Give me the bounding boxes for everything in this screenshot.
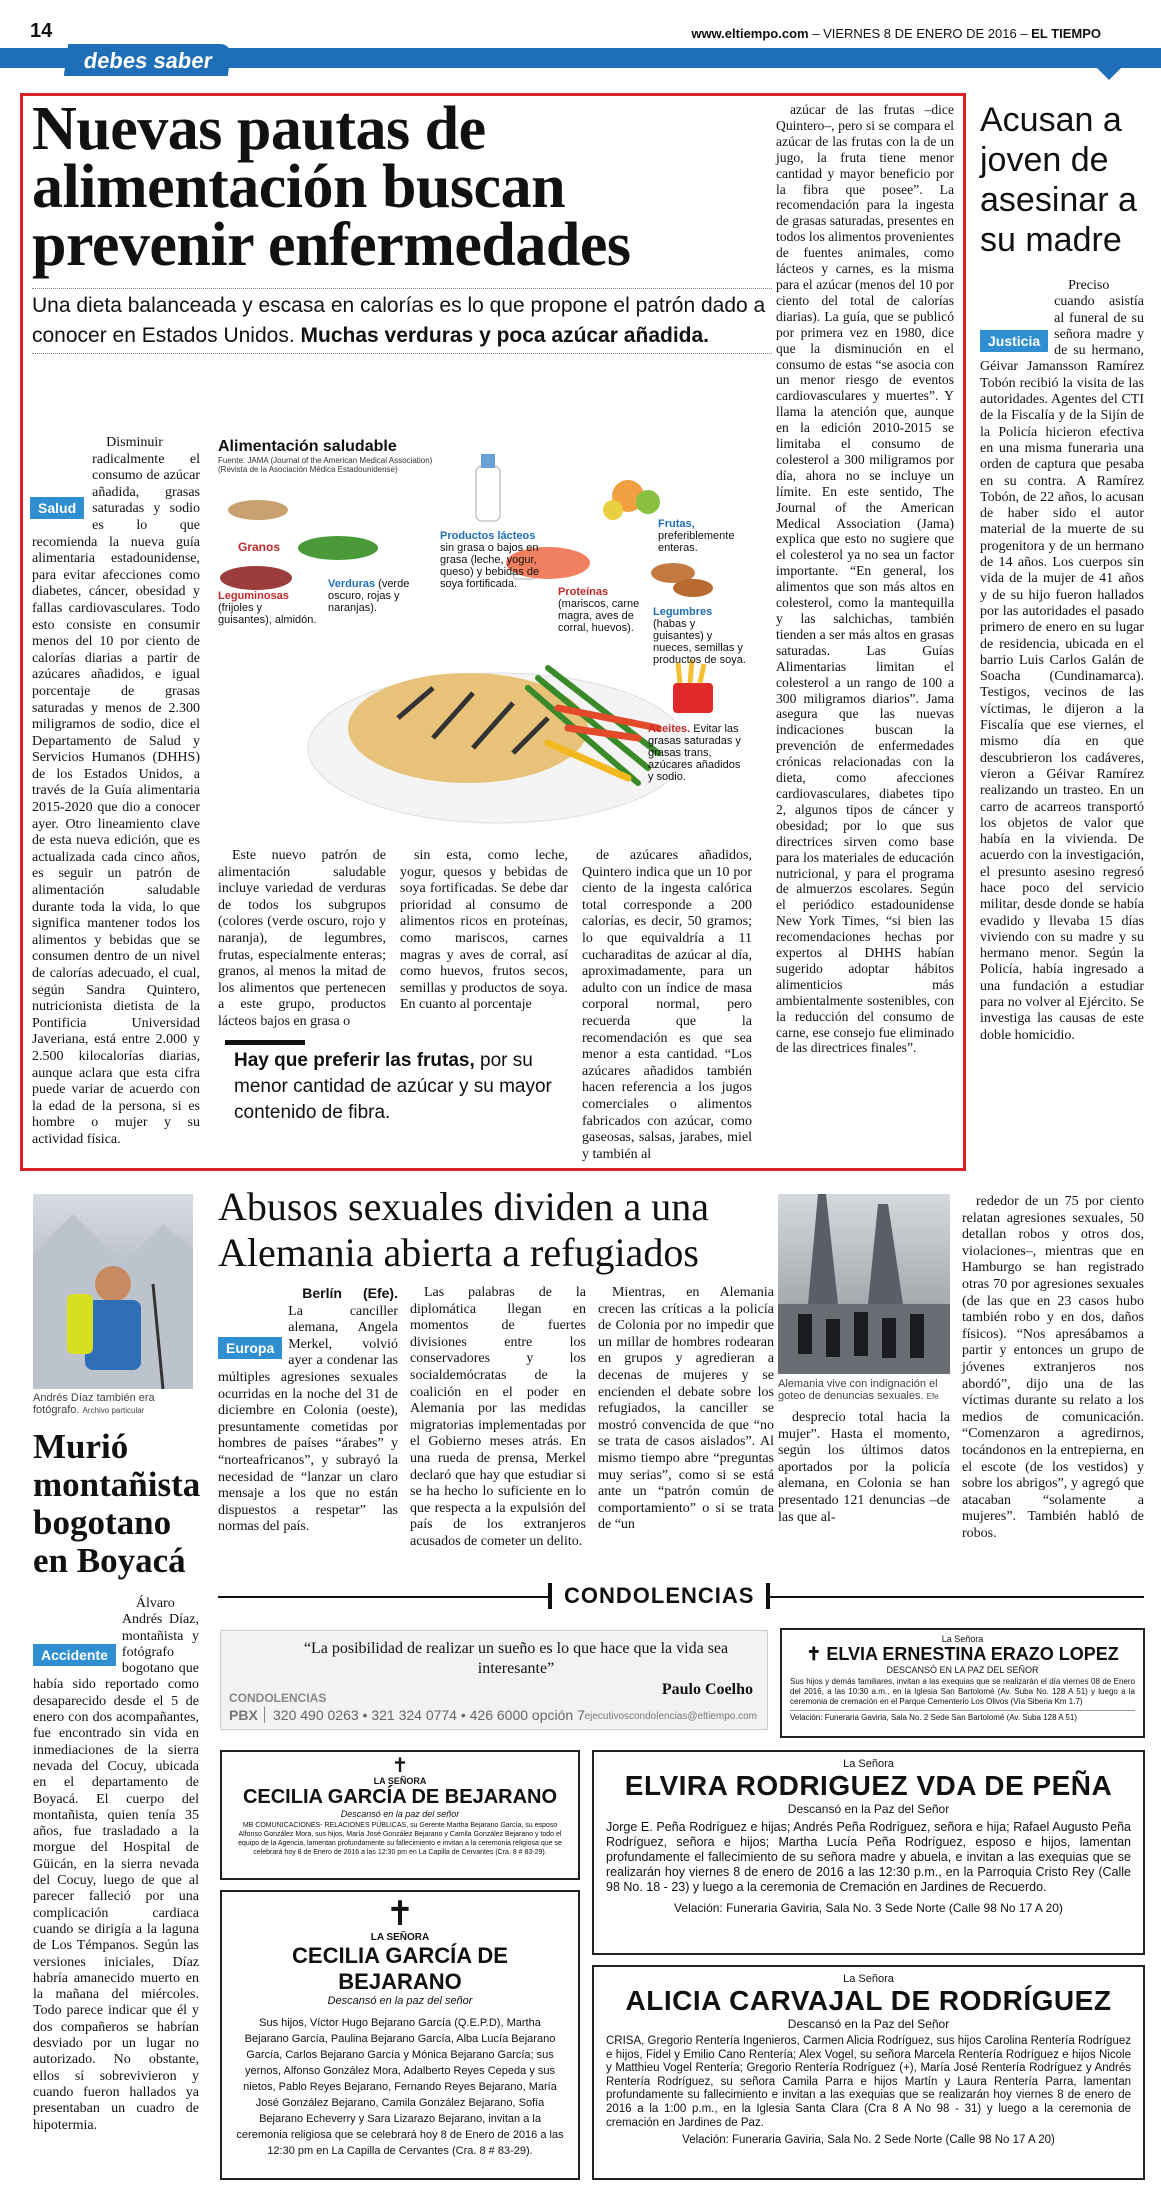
info-lacteos bbox=[440, 530, 560, 590]
header-brand: EL TIEMPO bbox=[1031, 26, 1101, 41]
notice4-body: Jorge E. Peña Rodríguez e hijas; Andrés Peña Rodríguez, señora e hija; Rafael Augusto Peña Rodríguez, señora e hijos; Martha Lucía Peña Rodríguez, esposo e hijos, lamentan profundamente el fallecimiento de su señora madre y abuela, e invitan a las exequias que se realizarán hoy viernes 8 de enero de 2016 a las 12:30 p.m., en la Parroquia Cristo Rey (Calle 98 No. 18 - 23) y luego a la ceremonia de Cremación en Jardines de Recuerdo. bbox=[606, 1820, 1131, 1894]
notice-carvajal bbox=[592, 1965, 1145, 2180]
notice1-body: Sus hijos y demás familiares, invitan a las exequias que se realizarán el día viernes 08 de Enero del 2016, a las 10:30 a.m., en la Iglesia San Bartolomé (Av. Suba No. 128 A 51) y luego a la ceremonia de cremación en el Parque Cementerio Los Olivos (Vía Siberia Km 1.7) bbox=[790, 1677, 1135, 1706]
info-proteinas-desc: (mariscos, carne magra, aves de corral, huevos). bbox=[558, 598, 640, 634]
main-article-col1 bbox=[32, 435, 200, 1149]
notice-garcia-1 bbox=[220, 1750, 580, 1880]
info-lacteos-desc: sin grasa o bajos en grasa (leche, yogur, queso) y bebidas de soya fortificada. bbox=[440, 542, 540, 590]
info-legumbres-label: Legumbres bbox=[653, 606, 713, 618]
condolencias-header: CONDOLENCIAS bbox=[548, 1583, 770, 1609]
germany-col2-text: Las palabras de la diplomática llegan en momentos de fuertes divisiones entre los conservadores y los socialdemócratas de la coalición en el poder en Alemania por las medidas migratorias implementadas por el Gobierno meses atrás. En una rueda de prensa, Merkel declaró que hay que estudiar si se ha hecho lo suficiente en lo que respecta a la expulsión del país de los extranjeros acusados de cometer un delito. bbox=[410, 1285, 586, 1549]
info-aceites-desc: Evitar las grasas saturadas y grasas trans, azúcares añadidos y sodio. bbox=[648, 723, 741, 783]
ad-email[interactable]: ejecutivoscondolencias@eltiempo.com bbox=[584, 1711, 757, 1722]
germany-photo-caption bbox=[778, 1378, 950, 1402]
main-article-subtitle bbox=[32, 288, 772, 354]
main-col3-text: sin esta, como leche, yogur, quesos y bebidas de soya fortificadas. Se debe dar prioridad al consumo de alimentos ricos en proteínas, como mariscos, carnes magras y aves de corral, así como huevos, frutos secos, semillas y productos de soya. En cuanto al porcentaje bbox=[400, 848, 568, 1013]
tag-justicia: Justicia bbox=[980, 330, 1048, 352]
section-flag-icon bbox=[1091, 62, 1127, 80]
sidebar-body bbox=[980, 278, 1144, 1044]
info-verduras-label: Verduras bbox=[328, 578, 376, 590]
info-legumbres-desc: (habas y guisantes) y nueces, semillas y productos de soya. bbox=[653, 618, 746, 666]
cross-icon: ✝ bbox=[391, 1755, 409, 1777]
notice4-sub: Descansó en la Paz del Señor bbox=[787, 1802, 950, 1816]
notice1-velacion: Velación: Funeraria Gaviria, Sala No. 2 Sede San Bartolomé (Av. Suba 128 A 51) bbox=[790, 1710, 1135, 1722]
climber-caption-text: Andrés Díaz también era fotógrafo. bbox=[33, 1392, 155, 1416]
page-number: 14 bbox=[30, 20, 53, 42]
info-lacteos-label: Productos lácteos bbox=[440, 530, 536, 542]
info-verduras-desc: (verde oscuro, rojas y naranjas). bbox=[328, 578, 410, 614]
main-article-col3 bbox=[400, 848, 568, 1014]
info-legumbres bbox=[653, 606, 748, 666]
germany-col2 bbox=[410, 1285, 586, 1551]
main-article-col4 bbox=[582, 848, 752, 1163]
notice5-prefix: La Señora bbox=[843, 1973, 894, 1985]
header-date: VIERNES 8 DE ENERO DE 2016 bbox=[823, 26, 1017, 41]
info-leguminosas-label: Leguminosas bbox=[218, 590, 289, 602]
germany-photo bbox=[778, 1194, 950, 1374]
main-article bbox=[32, 95, 772, 354]
climber-caption-credit: Archivo particular bbox=[82, 1406, 145, 1415]
ad-quote-author: Paulo Coelho bbox=[661, 1681, 753, 1698]
tag-europa: Europa bbox=[218, 1337, 282, 1359]
climber-photo bbox=[33, 1194, 193, 1389]
notice3-prefix: LA SEÑORA bbox=[370, 1932, 430, 1943]
info-frutas bbox=[658, 518, 748, 554]
subtitle-bold: Muchas verduras y poca azúcar añadida. bbox=[300, 324, 709, 347]
pullquote bbox=[234, 1048, 569, 1126]
main-article-col5 bbox=[776, 102, 954, 1056]
info-frutas-desc: preferiblemente enteras. bbox=[658, 530, 735, 554]
climber-caption bbox=[33, 1392, 193, 1416]
notice3-name: CECILIA GARCÍA DE BEJARANO bbox=[292, 1943, 508, 1994]
info-aceites-label: Aceites. bbox=[648, 723, 691, 735]
germany-col3 bbox=[598, 1285, 774, 1534]
info-proteinas-label: Proteínas bbox=[558, 586, 609, 598]
notice4-velacion: Velación: Funeraria Gaviria, Sala No. 3 Sede Norte (Calle 98 No 17 A 20) bbox=[674, 1901, 1063, 1915]
sidebar-title: Acusan a joven de asesinar a su madre bbox=[980, 101, 1137, 259]
germany-col1-text: La canciller alemana, Angela Merkel, volvió ayer a condenar las múltiples agresiones sexuales ocurridas en la noche del 31 de diciembre en Colonia (oeste), presuntamente cometidas por hombres de países “árabes” y “norteafricanos”, y subrayó la necesidad de “lanzar un claro mensaje a los que no están dispuestos a respetar” las normas del país. bbox=[218, 1303, 398, 1535]
notice3-sub: Descansó en la paz del señor bbox=[327, 1995, 473, 2007]
notice2-body: MB COMUNICACIONES- RELACIONES PÚBLICAS, su Gerente Martha Bejarano García, su esposo Alfonso González Mora, sus hijos, María José González Bejarano y Camila González Bejarano y todo el equipo de la Agencia, lamentan profundamente su fallecimiento e invitan a la ceremonia religiosa que se celebrará hoy 8 de Enero de 2016 a las 12:30 pm en La Capilla de Cervantes (Cra. 8 # 83-29). bbox=[238, 1822, 562, 1856]
germany-col1 bbox=[218, 1285, 398, 1536]
notice-rodriguez-pena bbox=[592, 1750, 1145, 1955]
header-site[interactable]: www.eltiempo.com bbox=[691, 26, 809, 41]
germany-dateline: Berlín (Efe). bbox=[302, 1285, 398, 1301]
notice3-body: Sus hijos, Víctor Hugo Bejarano García (Q.E.P.D), Martha Bejarano García, Paulina Bejarano García, Alba Lucía Bejarano García, Carlos Bejarano García y Mónica Bejarano García; sus yernos, Alfonso González Mora, Adalberto Reyes Cepeda y sus nietos, Pablo Reyes Bejarano, Fernando Reyes Bejarano, María José González Bejarano, Camila González Bejarano, Sofía Bejarano Echeverry y Sara Lizarazo Bejarano, invitan a la ceremonia religiosa que se celebrará hoy 8 de Enero de 2016 a las 12:30 pm en La Capilla de Cervantes (Cra. 8 # 83-29). bbox=[236, 2017, 564, 2157]
notice2-sub: Descansó en la paz del señor bbox=[340, 1809, 460, 1819]
notice5-sub: Descansó en la Paz del Señor bbox=[787, 2017, 950, 2031]
notice1-sub: DESCANSÓ EN LA PAZ DEL SEÑOR bbox=[886, 1665, 1039, 1675]
cross-icon: ✝ bbox=[385, 1896, 415, 1933]
pullquote-text: por su menor cantidad de azúcar y su mayor contenido de fibra. bbox=[234, 1050, 552, 1123]
cross-icon: ✝ bbox=[806, 1644, 822, 1664]
main-col4-text: de azúcares añadidos, Quintero indica que un 10 por ciento de la ingesta calórica total corresponde a 200 calorías, es decir, 50 gramos; lo que equivaldría a 11 cucharaditas de azúcar al día, aproximadamente, para un adulto con un índice de masa corporal normal, pero recuerda que la recomendación es que sea menor a esta cantidad. “Los azúcares añadidos también hacen referencia a los jugos comerciales o alimentos fabricados con azúcar, como gaseosas, salsas, jarabes, miel y también al bbox=[582, 848, 752, 1162]
notice2-name: CECILIA GARCÍA DE BEJARANO bbox=[242, 1786, 558, 1808]
notice5-velacion: Velación: Funeraria Gaviria, Sala No. 2 Sede Norte (Calle 98 No 17 A 20) bbox=[682, 2134, 1055, 2147]
info-leguminosas bbox=[218, 590, 318, 626]
notice5-name: ALICIA CARVAJAL DE RODRÍGUEZ bbox=[625, 1985, 1112, 2016]
info-verduras bbox=[328, 578, 438, 614]
info-frutas-label: Frutas, bbox=[658, 518, 695, 530]
notice-erazo bbox=[780, 1628, 1145, 1738]
main-article-col2 bbox=[218, 848, 386, 1031]
subtitle-text: Una dieta balanceada y escasa en calorías es lo que propone el patrón dado a conocer en Estados Unidos. bbox=[32, 294, 766, 347]
info-leguminosas-desc: (frijoles y guisantes), almidón. bbox=[218, 602, 317, 626]
climber-body bbox=[33, 1596, 199, 2134]
germany-col4-text: desprecio total hacia la mujer”. Hasta el momento, según los últimos datos aportados por la policía alemana, en Colonia se han presentado 121 denuncias –de las que al- bbox=[778, 1410, 950, 1525]
notice-garcia-2 bbox=[220, 1890, 580, 2180]
germany-title: Abusos sexuales dividen a una Alemania abierta a refugiados bbox=[218, 1184, 710, 1275]
germany-col3-text: Mientras, en Alemania crecen las críticas a la policía de Colonia por no impedir que un millar de hombres rodearan en grupos y agredieran a decenas de mujeres y se encienden el debate sobre los refugiados, la canciller se mostró convencida de que “no se trata de casos aislados”. Al mismo tiempo abre “preguntas muy serias”, como si se está ante un “patrón común de comportamiento” o si se trata de “un bbox=[598, 1285, 774, 1533]
infographic-source: Fuente: JAMA (Journal of the American Medical Association) (Revista de la Asociación Médica Estadounidense) bbox=[218, 456, 433, 474]
ad-label: CONDOLENCIAS bbox=[229, 1691, 327, 1705]
germany-col5-text: rededor de un 75 por ciento relatan agresiones sexuales, 50 detallan robos y otros dos, violaciones–, mientras que en Hamburgo se han registrado otras 70 por agresiones sexuales (de las que en 23 casos hubo también robo y en dos, daños físicos). “Nos apresábamos a partir y entonces un grupo de jóvenes extranjeros nos abordó”, dijo una de las víctimas durante su relato a los medios de comunicación. “Comenzaron a agredirnos, tocándonos en la entrepierna, en el escote (de los vestidos) y sobre los abrigos”, y agregó que atacaban “solamente a mujeres”. También habló de robos. bbox=[962, 1194, 1144, 1541]
tag-salud: Salud bbox=[30, 497, 84, 519]
climber-title: Murió montañista bogotano en Boyacá bbox=[33, 1427, 201, 1580]
infographic-title: Alimentación saludable bbox=[218, 438, 397, 455]
pullquote-bold: Hay que preferir las frutas, bbox=[234, 1050, 475, 1071]
section-label: debes saber bbox=[64, 44, 233, 76]
sidebar-body-text: Preciso cuando asistía al funeral de su señora madre y de su hermano, Géivar Jamansson Ramírez Tobón recibió la visita de las autoridades. Agentes del CTI de la Fiscalía y de la Sijín de la Policía hicieron efectiva en una misma funeraria una orden de captura que pesaba en su contra. A Ramírez Tobón, de 22 años, lo acusan de haber sido el autor material de la muerte de su progenitora y de un hermano de 14 años. Los cuerpos sin vida de la mujer de 41 años y de su hijo fueron hallados por las autoridades el pasado primero de enero en su lugar de residencia, ubicada en el barrio Luis Carlos Galán de Soacha (Cundinamarca). Testigos, vecinos de las víctimas, le dijeron a la Fiscalía que ese viernes, el mismo día en que descubrieron los cadáveres, vieron a Géivar Ramírez realizando un trasteo. En un carro de acarreos transportó los objetos de valor que había en la vivienda. De acuerdo con la investigación, el presunto asesino regresó hace poco del servicio militar, desde donde se había evadido y llevaba 15 días viviendo con su madre y su hermano menor. Según la Policía, había ingresado a una fundación a estudiar para no volver al Ejército. Se investiga las causas de este doble homicidio. bbox=[980, 278, 1144, 1043]
notice1-prefix: La Señora bbox=[941, 1634, 984, 1644]
climber-body-text: Álvaro Andrés Díaz, montañista y fotógrafo bogotano que había sido reportado como desaparecido desde el 5 de enero con dos acompañantes, fue encontrado sin vida en inmediaciones de la sierra nevada del Cocuy, ubicada en el departamento de Boyacá. El cuerpo del montañista, quien tenía 35 años, fue trasladado a la morgue del Hospital de Güicán, en la sierra nevada del Cocuy, luego de que al parecer falleció por una complicación cardiaca cuando se dirigía a la laguna de Los Témpanos. Según las versiones iniciales, Díaz habría amanecido muerto en la mañana del miércoles. Todo parece indicar que él y dos compañeros se habrían desviado por un lugar no autorizado. No obstante, ellos sí sobrevivieron y cuando fueron hallados ya presentaban un cuadro de hipotermia. bbox=[33, 1596, 199, 2133]
info-proteinas bbox=[558, 586, 658, 634]
main-col5-text: azúcar de las frutas –dice Quintero–, pero si se compara el azúcar de las frutas con la de un jugo, la fruta tiene menor cantidad y mayor beneficio por la fibra que posee”. La recomendación para la ingesta de grasas saturadas, presentes en todos los alimentos provenientes de fuentes animales, como lácteos y carnes, es la misma para el azúcar (menos del 10 por ciento del total de calorías diarias). La guía, que se publicó por primera vez en 1980, dice que la disminución en el consumo de estas “se asocia con un menor riesgo de eventos cardiovasculares y muertes”. Y llama la atención que, aunque en la edición 2010-2015 se limitaba el consumo de colesterol a 300 miligramos por día, ahora no se incluye un límite. En este sentido, The Journal of the American Medical Association (Jama) explica que esto no sugiere que el colesterol ya no sea un factor importante. “En general, los alimentos que son más altos en colesterol, como la mantequilla y las salchichas, también tienden a ser más altos en grasas saturadas. Las Guías Alimentarias limitan el colesterol a un rango de 100 a 300 miligramos diarios”. Jama asegura que las nuevas indicaciones buscan la prevención de enfermedades crónicas relacionadas con la dieta, como afecciones cardiovasculares, diabetes tipo 2, algunos tipos de cáncer y obesidad; por lo que sus directrices sirven como base para los materiales de educación nutricional, y para el programa de almuerzos escolares. Según el periódico estadounidense New York Times, “si bien las recomendaciones hechas por expertos al DHHS habían sugerido adoptar hábitos alimenticios más ambientalmente sostenibles, con la reducción del consumo de carne, ese consejo fue eliminado de las directrices finales”. bbox=[776, 102, 954, 1056]
ad-phones[interactable]: 320 490 0263 • 321 324 0774 • 426 6000 opción 7 bbox=[273, 1707, 585, 1723]
condolencias-ad bbox=[220, 1630, 768, 1730]
ad-quote: “La posibilidad de realizar un sueño es lo que hace que la vida sea interesante” bbox=[303, 1640, 729, 1677]
notice1-name: ELVIA ERNESTINA ERAZO LOPEZ bbox=[826, 1644, 1119, 1664]
page-header bbox=[0, 0, 1161, 90]
notice4-name: ELVIRA RODRIGUEZ VDA DE PEÑA bbox=[624, 1770, 1113, 1801]
notice5-body: CRISA, Gregorio Rentería Ingenieros, Carmen Alicia Rodríguez, sus hijos Carolina Rentería Rodríguez e hijos, Fidel y Emilio Cano Rentería; Alex Vogel, su señora Marcela Rentería Rodríguez e hijos Nicole y Matthieu Vogel Rentería; Gregorio Rentería Rodríguez (+), María José Rentería Rodríguez y Andrés Rentería Rodríguez, su señora Camila Parra e hijos Martín y Laura Rentería Parra, lamentan profundamente su fallecimiento e invitan a las exequias que se realizarán hoy viernes 8 de enero de 2016 a la 1:00 p.m., en la Iglesia Santa Clara (Cra 8 A No 98 - 31) y luego a la ceremonia de cremación en Jardines de Paz. bbox=[606, 2035, 1131, 2129]
germany-col4 bbox=[778, 1410, 950, 1526]
notice2-prefix: LA SEÑORA bbox=[373, 1776, 427, 1786]
infographic bbox=[218, 438, 746, 838]
notice4-prefix: La Señora bbox=[843, 1758, 894, 1770]
main-col2-text: Este nuevo patrón de alimentación saludable incluye variedad de verduras de todos los subgrupos (colores (verde oscuro, rojo y naranja), de legumbres, frutas, especialmente enteras; granos, al menos la mitad de los alimentos que pertenecen a este grupo, productos lácteos bajos en grasa o bbox=[218, 848, 386, 1029]
tag-accidente: Accidente bbox=[33, 1644, 116, 1666]
main-article-title: Nuevas pautas de alimentación buscan prevenir enfermedades bbox=[32, 95, 631, 279]
ad-pbx: PBX bbox=[229, 1707, 265, 1723]
germany-col5 bbox=[962, 1194, 1144, 1542]
info-granos: Granos bbox=[238, 540, 281, 554]
germany-caption-text: Alemania vive con indignación el goteo de denuncias sexuales. bbox=[778, 1378, 938, 1402]
info-aceites bbox=[648, 723, 746, 783]
sidebar-article bbox=[980, 100, 1144, 1044]
main-col1-text: Disminuir radicalmente el consumo de azúcar añadida, grasas saturadas y sodio es lo que recomienda la nueva guía alimentaria estadounidense, para evitar afecciones como diabetes, cáncer, obesidad y fallas cardiovasculares. Todo esto consiste en consumir menos del 10 por ciento de calorías diarias a partir de azúcares añadidos, e igual porcentaje de grasas saturadas y menos de 2.300 miligramos de sodio, dice el Departamento de Salud y Servicios Humanos (DHHS) de los Estados Unidos, a través de la Guía alimentaria 2015-2020 que dio a conocer ayer. Otro lineamiento clave de esta nueva edición, que es actualizada cada cinco años, es seguir un patrón de alimentación saludable durante toda la vida, lo que significa mantener todos los alimentos y bebidas que se consumen dentro de un nivel de calorías adecuado, el cual, según Sandra Quintero, nutricionista dietista de la Pontificia Universidad Javeriana, está entre 2.000 y 2.500 kilocalorías diarias, aunque aclara que esta cifra puede variar de acuerdo con la edad de la persona, si es hombre o mujer y su actividad física. bbox=[32, 435, 200, 1147]
header-dateline: www.eltiempo.com – VIERNES 8 DE ENERO DE 2016 – EL TIEMPO bbox=[691, 26, 1101, 41]
germany-caption-credit: Efe bbox=[926, 1392, 939, 1401]
